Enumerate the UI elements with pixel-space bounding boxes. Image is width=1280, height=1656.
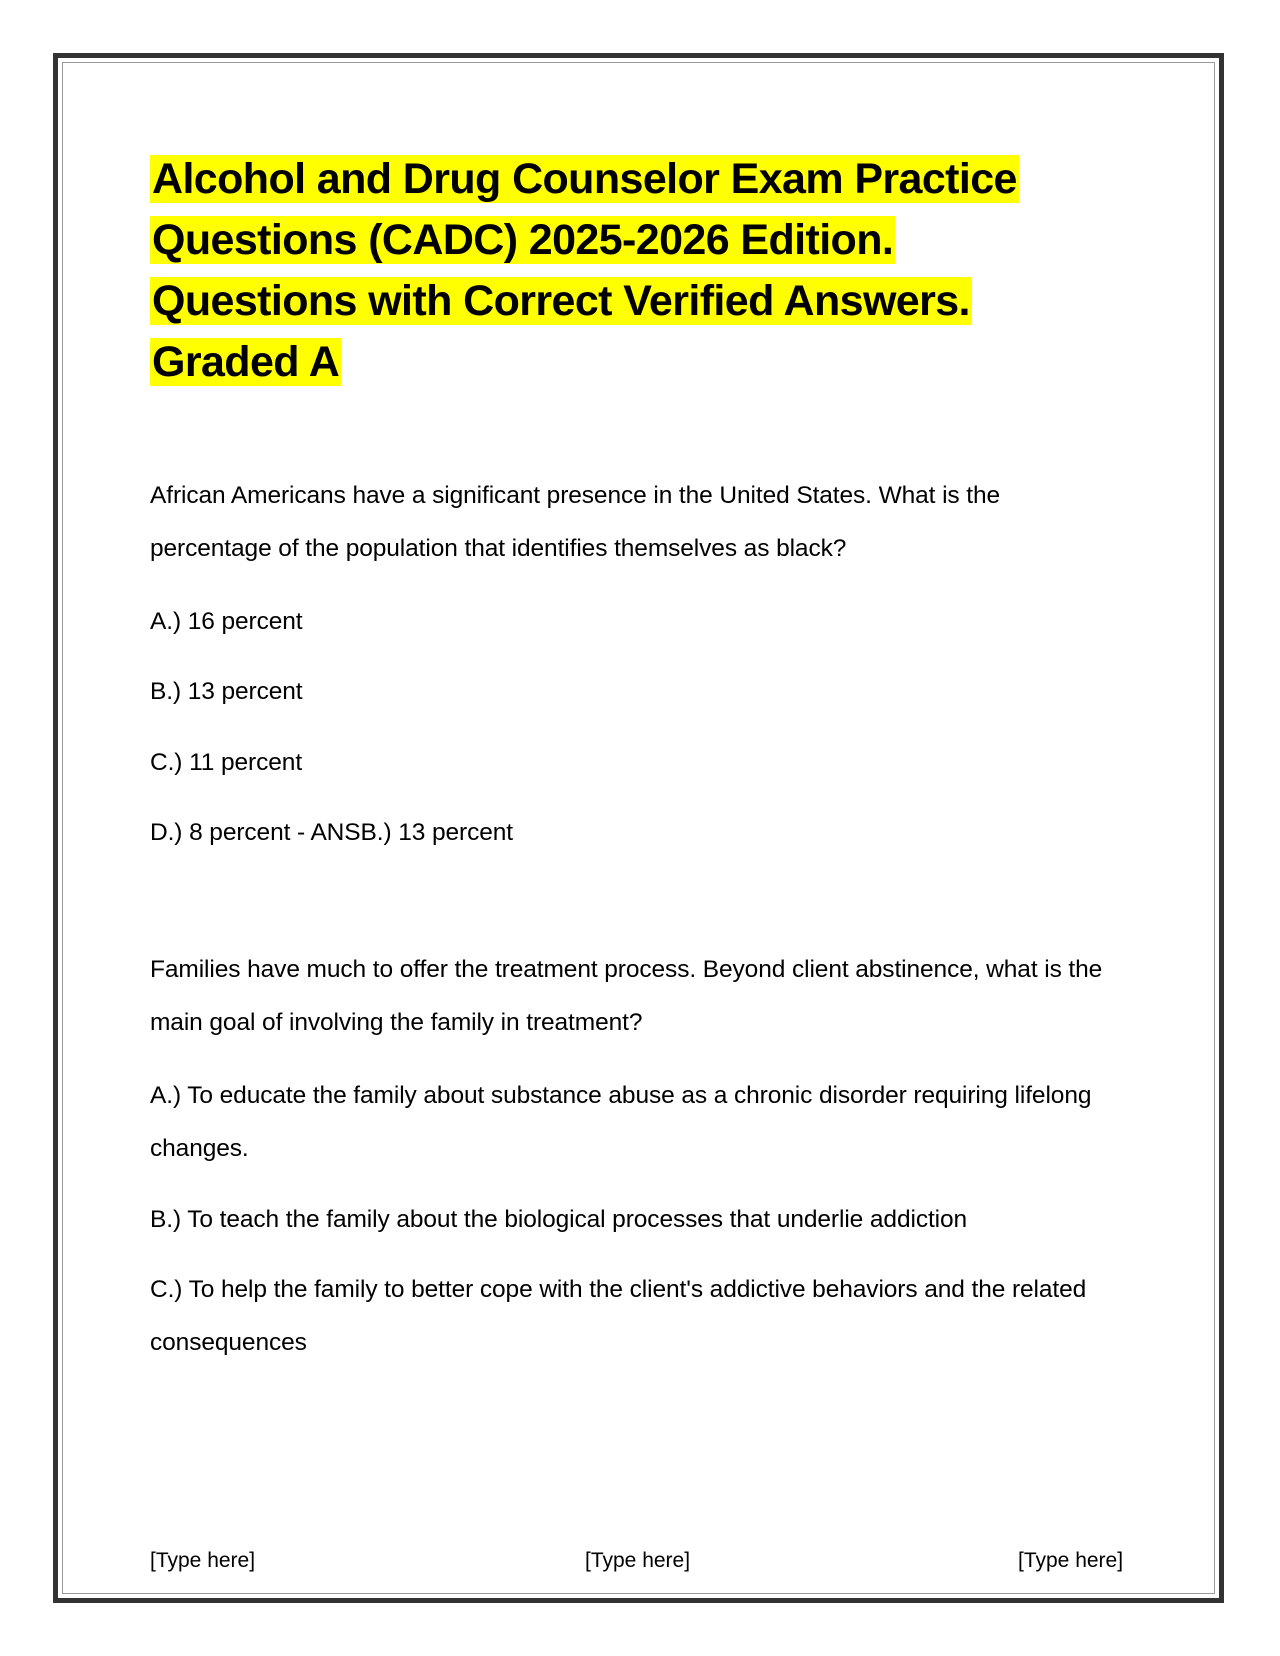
question-2-option-a: A.) To educate the family about substance abuse as a chronic disorder requiring lifelong changes. xyxy=(150,1082,1092,1162)
footer-right: [Type here] xyxy=(1018,1549,1124,1572)
question-1-option-a: A.) 16 percent xyxy=(150,608,303,635)
question-2-option-b: B.) To teach the family about the biological processes that underlie addiction xyxy=(150,1206,968,1233)
question-1-option-b: B.) 13 percent xyxy=(150,678,303,705)
question-1-option-c: C.) 11 percent xyxy=(150,749,303,776)
title-highlight: Alcohol and Drug Counselor Exam Practice Questions (CADC) 2025-2026 Edition. Questions with Correct Verified Answers. Graded A xyxy=(152,155,1017,386)
question-1-text: African Americans have a significant presence in the United States. What is the percentage of the population that identifies themselves as black? xyxy=(150,482,1001,562)
document-title xyxy=(150,149,1080,393)
question-2-text: Families have much to offer the treatment process. Beyond client abstinence, what is the main goal of involving the family in treatment? xyxy=(150,956,1103,1036)
footer-left: [Type here] xyxy=(150,1549,256,1572)
question-2-option-c: C.) To help the family to better cope with the client's addictive behaviors and the related consequences xyxy=(150,1276,1087,1356)
footer-center: [Type here] xyxy=(585,1549,691,1572)
question-1-option-d: D.) 8 percent - ANSB.) 13 percent xyxy=(150,819,514,846)
